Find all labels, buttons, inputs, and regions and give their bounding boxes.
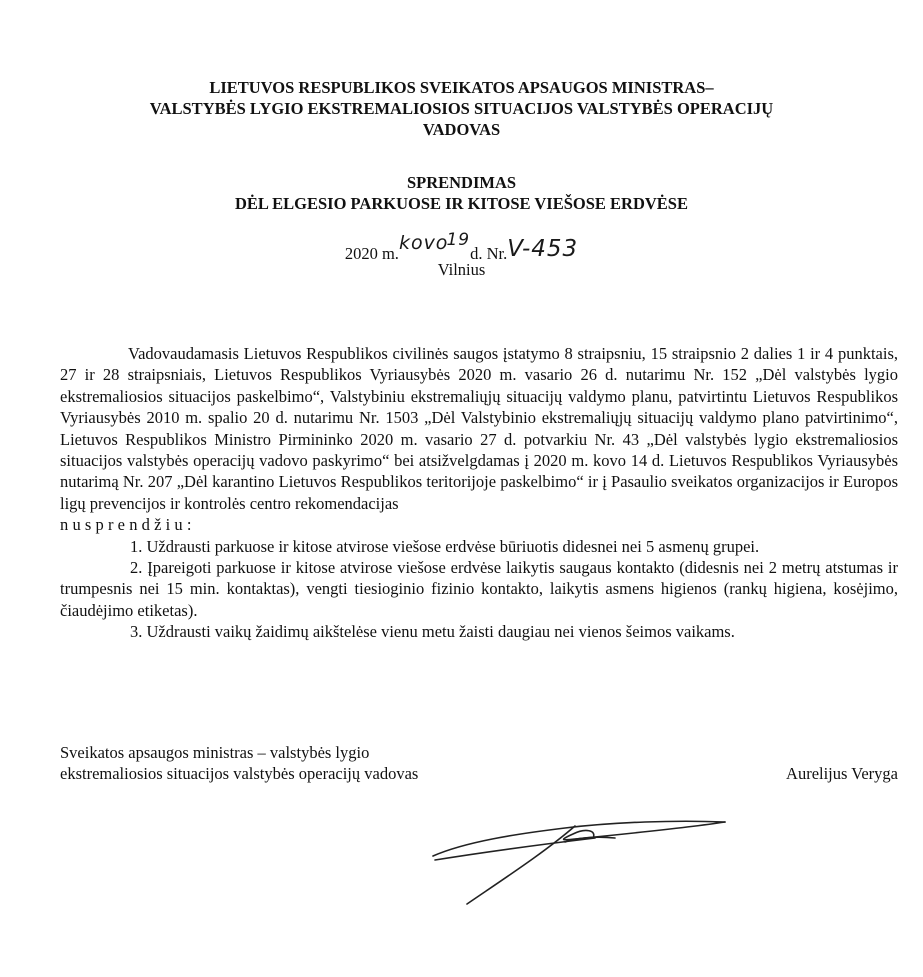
authority-line-2: VALSTYBĖS LYGIO EKSTREMALIOSIOS SITUACIJOS VALSTYBĖS OPERACIJŲ [149,99,774,118]
day-and-number-label: d. Nr. [470,244,508,263]
signatory-name: Aurelijus Veryga [786,764,898,784]
authority-line-3: VADOVAS [422,120,501,139]
document-type: SPRENDIMAS [406,173,517,192]
decides-word: nusprendžiu: [60,515,196,535]
date-and-number-line [0,230,923,263]
authority-line-1: LIETUVOS RESPUBLIKOS SVEIKATOS APSAUGOS MINISTRAS– [209,78,714,97]
date-year: 2020 m. [344,244,399,263]
document-title: DĖL ELGESIO PARKUOSE IR KITOSE VIEŠOSE ERDVĖSE [235,194,688,213]
signature-block [60,742,898,785]
handwritten-signature [425,808,745,908]
decision-item-1: 1. Uždrausti parkuose ir kitose atvirose viešose erdvėse būriuotis didesnei nei 5 asmenų grupei. [130,536,760,556]
issuing-authority [0,77,923,140]
handwritten-day: 19 [446,230,471,250]
preamble-paragraph: Vadovaudamasis Lietuvos Respublikos civilinės saugos įstatymo 8 straipsniu, 15 straipsnio 2 dalies 1 ir 4 punktais, 27 ir 28 straipsniais, Lietuvos Respublikos Vyriausybės 2020 m. vasario 26 d. nutarimu Nr. 152 „Dėl valstybės lygio ekstremaliosios situacijos paskelbimo“, Valstybiniu ekstremaliųjų situacijų valdymo planu, patvirtintu Lietuvos Respublikos Vyriausybės 2010 m. spalio 20 d. nutarimu Nr. 1503 „Dėl Valstybinio ekstremaliųjų situacijų valdymo plano patvirtinimo“, Lietuvos Respublikos Ministro Pirmininko 2020 m. vasario 27 d. potvarkiu Nr. 43 „Dėl valstybės lygio ekstremaliosios situacijos valstybės operacijų vadovo paskyrimo“ bei atsižvelgdamas į 2020 m. kovo 14 d. Lietuvos Respublikos Vyriausybės nutarimą Nr. 207 „Dėl karantino Lietuvos Respublikos teritorijoje paskelbimo“ ir į Pasaulio sveikatos organizacijos ir Europos ligų prevencijos ir kontrolės centro rekomendacijas [60,344,898,513]
decision-item-3: 3. Uždrausti vaikų žaidimų aikštelėse vienu metu žaisti daugiau nei vienos šeimos vaikams. [130,622,735,642]
handwritten-month: kovo [398,232,449,254]
signatory-position-line-2: ekstremaliosios situacijos valstybės operacijų vadovas [60,764,419,784]
document-body [60,343,898,643]
decision-item-2: 2. Įpareigoti parkuose ir kitose atvirose viešose erdvėse laikytis saugaus kontakto (didesnis nei 2 metrų atstumas ir trumpesnis nei 15 min. kontaktas), vengti tiesioginio fizinio kontakto, laikytis asmens higienos (rankų higiena, kosėjimo, čiaudėjimo etiketas). [60,558,898,620]
signatory-position-line-1: Sveikatos apsaugos ministras – valstybės lygio [60,743,370,762]
handwritten-document-number: V-453 [507,236,579,262]
document-heading [0,172,923,214]
issue-city: Vilnius [437,260,486,279]
